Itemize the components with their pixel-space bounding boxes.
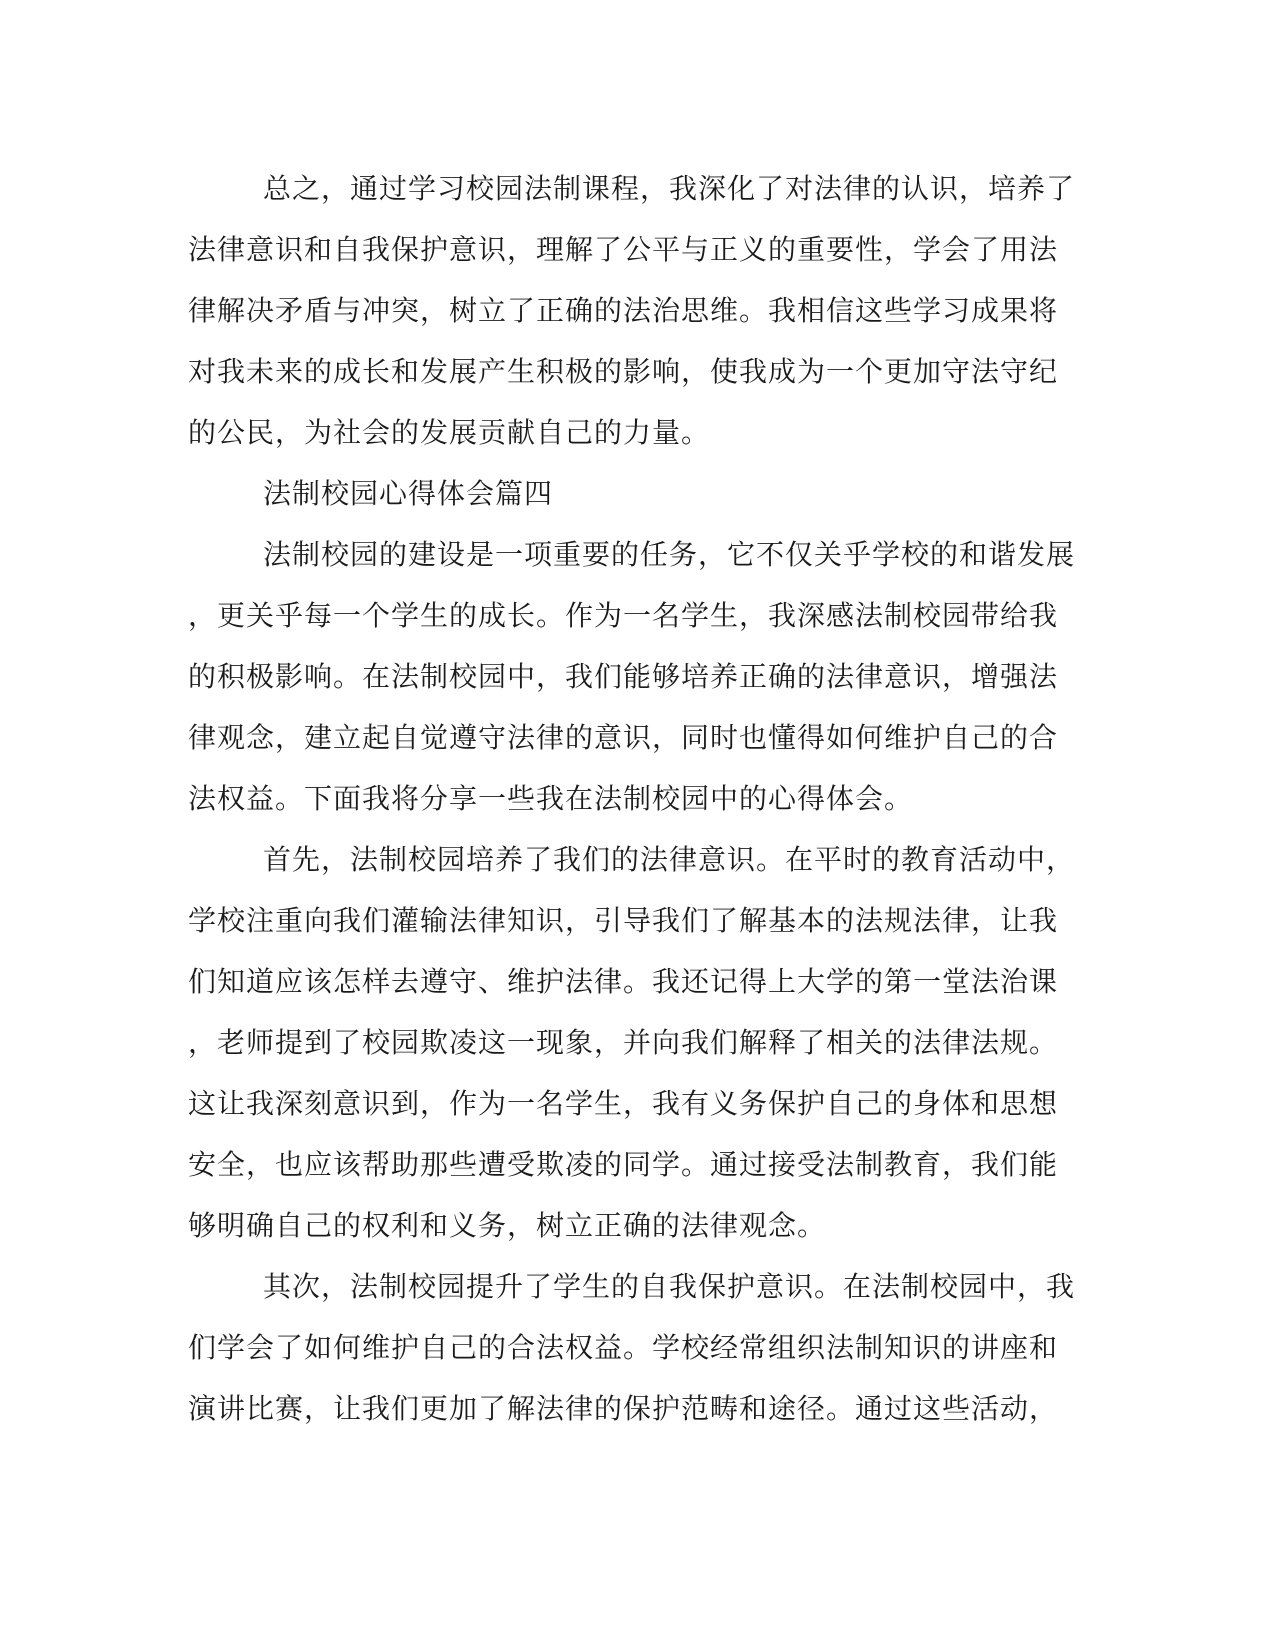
paragraph-line: 们知道应该怎样去遵守、维护法律。我还记得上大学的第一堂法治课 [188,965,1059,998]
paragraph-line: 法律意识和自我保护意识，理解了公平与正义的重要性，学会了用法 [188,233,1059,266]
paragraph-line: 演讲比赛，让我们更加了解法律的保护范畴和途径。通过这些活动， [188,1392,1059,1425]
paragraph-line: ，老师提到了校园欺凌这一现象，并向我们解释了相关的法律法规。 [188,1026,1059,1059]
paragraph-line: 的公民，为社会的发展贡献自己的力量。 [188,416,711,449]
paragraph-line: 首先，法制校园培养了我们的法律意识。在平时的教育活动中， [263,843,1076,876]
paragraph-line: 对我未来的成长和发展产生积极的影响，使我成为一个更加守法守纪 [188,355,1059,388]
paragraph-line: 总之，通过学习校园法制课程，我深化了对法律的认识，培养了 [263,172,1076,205]
paragraph-line: 学校注重向我们灌输法律知识，引导我们了解基本的法规法律，让我 [188,904,1059,937]
paragraph-line: 这让我深刻意识到，作为一名学生，我有义务保护自己的身体和思想 [188,1087,1059,1120]
paragraph-line: 其次，法制校园提升了学生的自我保护意识。在法制校园中，我 [263,1270,1076,1303]
paragraph-line: 律观念，建立起自觉遵守法律的意识，同时也懂得如何维护自己的合 [188,721,1059,754]
paragraph-line: ，更关乎每一个学生的成长。作为一名学生，我深感法制校园带给我 [188,599,1059,632]
paragraph-line: 律解决矛盾与冲突，树立了正确的法治思维。我相信这些学习成果将 [188,294,1059,327]
paragraph-line: 够明确自己的权利和义务，树立正确的法律观念。 [188,1209,827,1242]
section-heading: 法制校园心得体会篇四 [263,477,554,510]
paragraph-line: 们学会了如何维护自己的合法权益。学校经常组织法制知识的讲座和 [188,1331,1059,1364]
paragraph-line: 法权益。下面我将分享一些我在法制校园中的心得体会。 [188,782,914,815]
paragraph-line: 安全，也应该帮助那些遭受欺凌的同学。通过接受法制教育，我们能 [188,1148,1059,1181]
document-body [188,158,1088,1439]
paragraph-line: 的积极影响。在法制校园中，我们能够培养正确的法律意识，增强法 [188,660,1059,693]
paragraph-line: 法制校园的建设是一项重要的任务，它不仅关乎学校的和谐发展 [263,538,1076,571]
